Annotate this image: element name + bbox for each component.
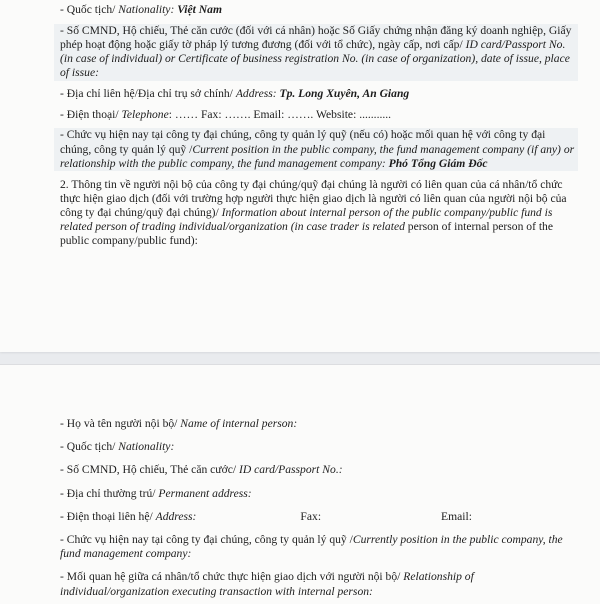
address-value: Tp. Long Xuyên, An Giang [279, 87, 410, 101]
nationality-value: Việt Nam [177, 3, 222, 16]
relationship-label-vi: - Mối quan hệ giữa cá nhân/tổ chức thực hiện giao dịch với người nội bộ/ [60, 570, 404, 584]
section-2-rest: person of internal person of the public company/public fund): [60, 220, 554, 248]
phone-fields: : …… Fax: ……. Email: ……. Website: ........... [168, 107, 392, 121]
id-label-vi: - Số CMND, Hộ chiếu, Thẻ căn cước (đối với cá nhân) hoặc Số Giấy chứng nhận đăng ký doanh nghiệp, Giấy phép hoạt động hoặc giấy tờ pháp lý tương đương (đối với tổ chức), ngày cấp, nơi cấp/ [60, 23, 572, 51]
internal-position-line [60, 533, 578, 561]
nationality-label-vi: - Quốc tịch/ [60, 3, 119, 16]
address-line [60, 87, 578, 101]
phone-label-vi: - Điện thoại/ [60, 107, 122, 121]
contact-phone-label-vi: - Điện thoại liên hệ/ [60, 509, 156, 523]
phone-line [60, 108, 578, 122]
address-label-en: Address: [235, 87, 280, 101]
address-label-vi: - Địa chỉ liên hệ/Địa chỉ trụ sở chính/ [60, 87, 236, 101]
page-top-margin [60, 365, 578, 417]
position-value: Phó Tổng Giám Đốc [388, 156, 488, 170]
contact-address-label-en: Address: [155, 509, 197, 523]
internal-permanent-address-line [60, 487, 578, 501]
section-2-en: Information about internal person of the public company/public fund is related person of trading individual/organization (in case trader is related [60, 205, 553, 234]
section-2-heading [60, 178, 578, 249]
position-label-en: Current position in the public company, the fund management company (if any) or relationship with the public company, the fund management company: [60, 142, 575, 170]
id-label-en: ID card/Passport No. (in case of individual) or Certificate of business registration No. (in case of organization), date of issue, place of issue: [60, 37, 570, 80]
contact-email-label: Email: [441, 509, 472, 523]
phone-label-en: Telephone [121, 107, 169, 121]
internal-nationality-label-vi: - Quốc tịch/ [60, 440, 119, 454]
nationality-line [60, 3, 578, 17]
internal-id-line [60, 463, 578, 477]
position-line [54, 128, 578, 171]
relationship-line [60, 570, 578, 598]
internal-nationality-label-en: Nationality: [118, 440, 175, 454]
internal-nationality-line [60, 440, 578, 454]
contact-fax-label: Fax: [300, 509, 322, 523]
internal-position-label-vi: - Chức vụ hiện nay tại công ty đại chúng, công ty quản lý quỹ / [60, 533, 353, 547]
permanent-address-label-vi: - Địa chỉ thường trú/ [60, 486, 159, 500]
internal-contact-line [60, 510, 578, 524]
internal-id-label-vi: - Số CMND, Hộ chiếu, Thẻ căn cước/ [60, 463, 239, 477]
internal-name-line [60, 417, 578, 431]
document-page-2 [0, 364, 600, 604]
position-label-vi: - Chức vụ hiện nay tại công ty đại chúng, công ty quản lý quỹ (nếu có) hoặc mối quan hệ với công ty đại chúng, công ty quản lý quỹ / [60, 128, 546, 156]
relationship-label-en: Relationship of individual/organization executing transaction with internal person: [60, 570, 474, 598]
nationality-label-en: Nationality: [118, 3, 178, 16]
internal-id-label-en: ID card/Passport No.: [238, 463, 343, 477]
section-2-vi: 2. Thông tin về người nội bộ của công ty đại chúng/quỹ đại chúng là người có liên quan của cá nhân/tổ chức thực hiện giao dịch (đối với trường hợp người thực hiện giao dịch là người có liên quan của người nội bộ của công ty đại chúng/quỹ đại chúng)/ [60, 177, 567, 219]
permanent-address-label-en: Permanent address: [158, 486, 252, 500]
internal-position-label-en: Currently position in the public company, the fund management company: [60, 533, 563, 561]
internal-name-label-vi: - Họ và tên người nội bộ/ [60, 417, 181, 430]
id-line [54, 24, 578, 81]
internal-name-label-en: Name of internal person: [180, 417, 298, 430]
